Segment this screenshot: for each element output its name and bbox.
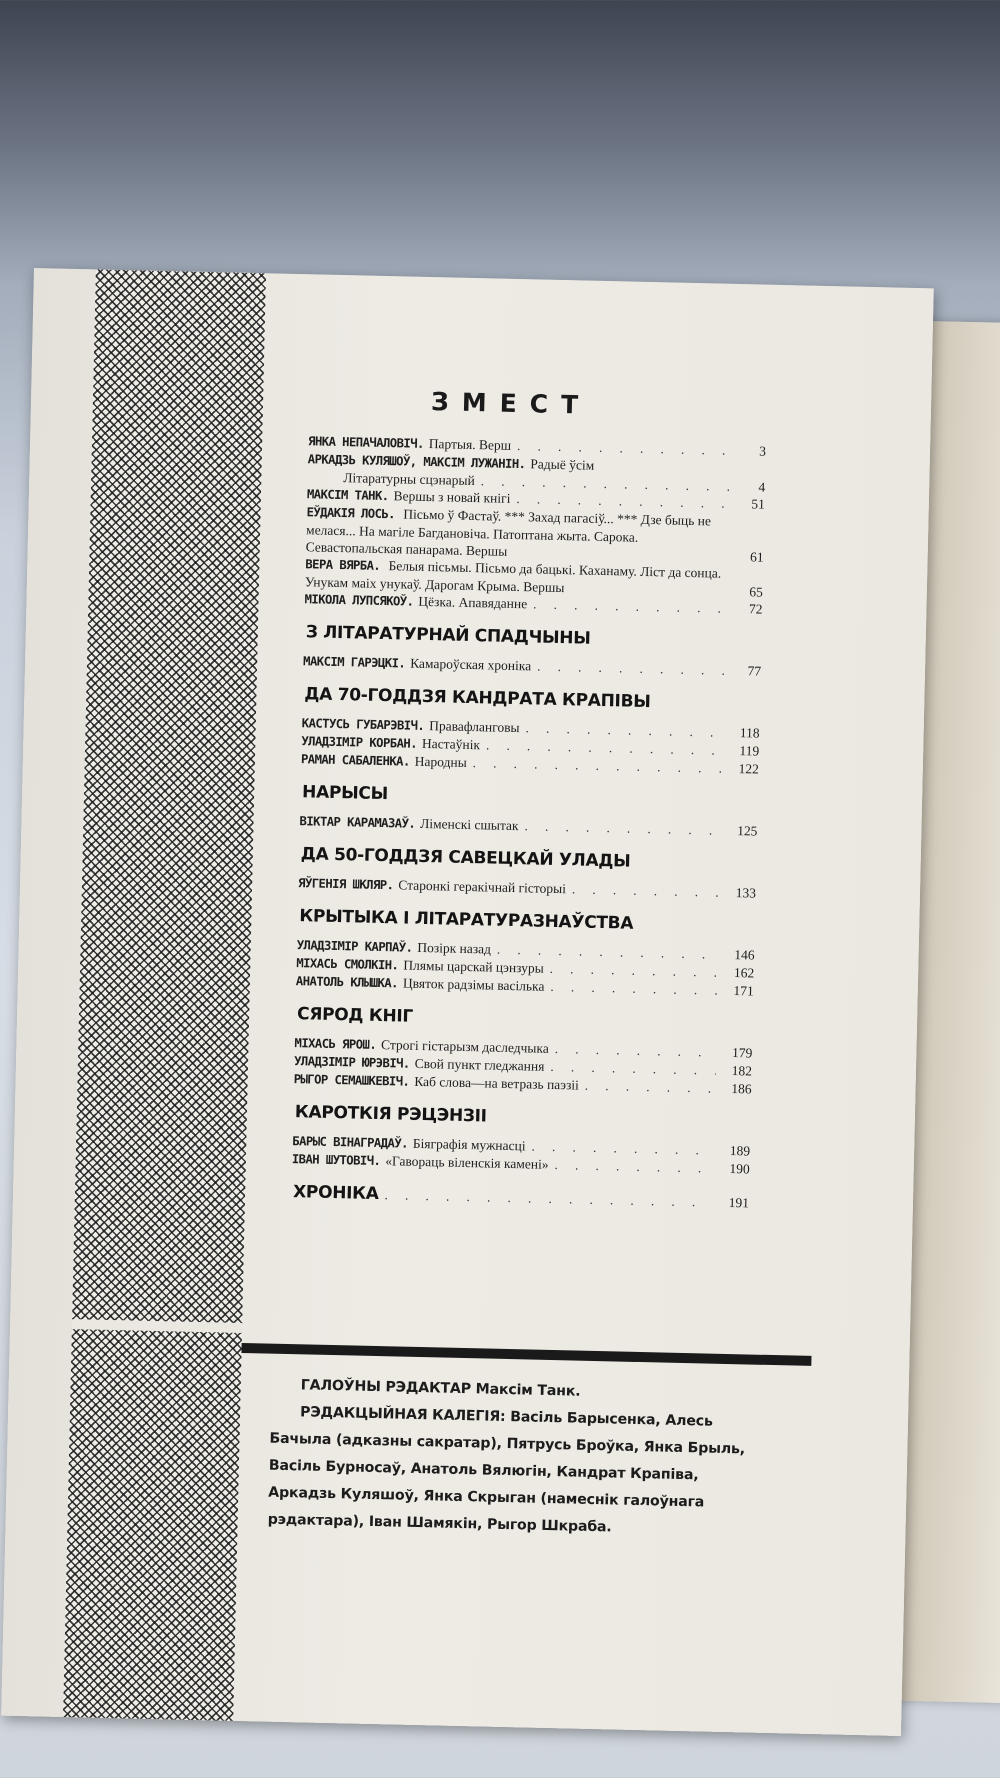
toc-entry-chronicle xyxy=(291,1182,749,1212)
entry-page: 118 xyxy=(739,725,760,741)
entry-author: РЫГОР СЕМАШКЕВІЧ. xyxy=(293,1072,410,1089)
section-heading: КАРОТКІЯ РЭЦЭНЗІІ xyxy=(294,1102,487,1127)
entry-page: 162 xyxy=(733,965,755,981)
entry-author: УЛАДЗІМІР ЮРЭВІЧ. xyxy=(293,1054,410,1071)
entry-author: МІХАСЬ ЯРОШ. xyxy=(294,1036,377,1052)
entry-author: ЯЎГЕНІЯ ШКЛЯР. xyxy=(297,876,394,893)
entry-author: МАКСІМ ГАРЭЦКІ. xyxy=(302,654,406,671)
section-heading: КРЫТЫКА І ЛІТАРАТУРАЗНАЎСТВА xyxy=(299,906,634,934)
entry-page: 125 xyxy=(736,823,758,839)
entry-author: ЕЎДАКІЯ ЛОСЬ. xyxy=(306,505,396,522)
board-label: РЭДАКЦЫЙНАЯ КАЛЕГІЯ: xyxy=(299,1404,506,1425)
entry-page: 190 xyxy=(729,1161,750,1177)
entry-author: ВІКТАР КАРАМАЗАЎ. xyxy=(299,814,416,831)
entry-page: 119 xyxy=(739,743,760,759)
entry-page: 77 xyxy=(747,663,762,679)
entry-author: ВЕРА ВЯРБА. xyxy=(305,557,381,573)
entry-title: Позірк назад xyxy=(417,939,492,957)
entry-page: 171 xyxy=(733,983,754,999)
entry-page: 189 xyxy=(729,1143,751,1159)
entry-title: Вершы з новай кнігі xyxy=(393,488,511,506)
entry-page: 133 xyxy=(735,885,757,901)
dot-leader xyxy=(524,817,721,838)
entry-page: 122 xyxy=(738,761,759,777)
entry-page: 72 xyxy=(748,601,763,617)
entry-title: Белыя пісьмы. Пісьмо да бацькі. Каханаму. Ліст да сонца. Унукам маіх унукаў. Дарогам Крыма. Вершы xyxy=(304,558,722,596)
entry-title: Пісьмо ў Фастаў. *** Захад пагасіў... *** Дзе быць не мелася... На магіле Багдановіча. Патоптана жыта. Сарока. Севастопальская панарама. Вершы xyxy=(305,506,712,559)
entry-page: 51 xyxy=(751,496,766,512)
entry-title: Біяграфія мужнасці xyxy=(412,1135,526,1154)
entry-author: УЛАДЗІМІР КОРБАН. xyxy=(301,734,418,751)
dot-leader xyxy=(533,595,727,616)
entry-author: МІКОЛА ЛУПСЯКОЎ. xyxy=(304,592,414,609)
chief-editor-name: Максім Танк. xyxy=(475,1381,581,1400)
entry-page: 61 xyxy=(749,549,764,565)
entry-title: Цвяток радзімы васілька xyxy=(402,975,545,994)
board-line xyxy=(267,1399,770,1545)
entry-title: Каб слова—на ветразь паэзіі xyxy=(414,1073,580,1093)
toc-entry xyxy=(299,812,757,840)
table-of-contents xyxy=(291,432,766,1212)
entry-title: Свой пункт гледжання xyxy=(414,1055,545,1074)
entry-title: Плямы царскай цэнзуры xyxy=(403,957,544,976)
entry-author: МАКСІМ ТАНК. xyxy=(306,487,389,504)
board-members: Васіль Барысенка, Алесь Бачыла (адказны сакратар), Пятрусь Броўка, Янка Брыль, Васіль Бурносаў, Анатоль Вялюгін, Кандрат Крапіва, Аркадзь Куляшоў, Янка Скрыган (намеснік галоўнага рэдактара), Іван Шамякін, Рыгор Шкраба. xyxy=(267,1409,746,1536)
dot-leader xyxy=(554,1156,714,1177)
section-heading: СЯРОД КНІГ xyxy=(296,1004,414,1027)
entry-author: КАСТУСЬ ГУБАРЭВІЧ. xyxy=(301,716,425,733)
entry-title: Радыё ўсім xyxy=(530,456,595,473)
entry-title: Партыя. Верш xyxy=(428,436,512,453)
entry-author: БАРЫС ВІНАГРАДАЎ. xyxy=(292,1134,409,1151)
page-title: ЗМЕСТ xyxy=(430,387,592,420)
entry-title: Настаўнік xyxy=(421,735,481,753)
entry-page: 182 xyxy=(731,1063,753,1079)
magazine-page xyxy=(1,268,934,1736)
dot-leader xyxy=(585,1077,716,1097)
entry-title: Старонкі геракічнай гісторыі xyxy=(398,877,567,897)
dot-leader xyxy=(384,1187,713,1210)
entry-title: «Гавораць віленскія камені» xyxy=(385,1153,549,1172)
entry-author: АНАТОЛЬ КЛЫШКА. xyxy=(295,974,399,991)
crosshatch-border xyxy=(63,269,266,1722)
divider-bar xyxy=(241,1343,811,1366)
editorial-board xyxy=(267,1372,771,1545)
chief-editor-label: ГАЛОЎНЫ РЭДАКТАР xyxy=(300,1377,472,1398)
entry-page: 65 xyxy=(749,584,764,600)
entry-author: АРКАДЗЬ КУЛЯШОЎ, МАКСІМ ЛУЖАНІН. xyxy=(307,452,526,472)
entry-author: ЯНКА НЕПАЧАЛОВІЧ. xyxy=(307,434,424,451)
dot-leader xyxy=(572,880,720,900)
entry-title: Ліменскі сшытак xyxy=(420,815,519,834)
section-heading: ДА 70-ГОДДЗЯ КАНДРАТА КРАПІВЫ xyxy=(304,684,651,713)
entry-page: 146 xyxy=(734,947,755,963)
entry-title: Камароўская хроніка xyxy=(410,655,532,674)
entry-page: 179 xyxy=(731,1045,753,1061)
entry-title: Строгі гістарызм даследчыка xyxy=(380,1037,549,1056)
entry-title: Цёзка. Апавяданне xyxy=(418,593,528,612)
entry-title: Народны xyxy=(414,753,467,770)
entry-author: ІВАН ШУТОВІЧ. xyxy=(291,1152,381,1169)
entry-page: 3 xyxy=(759,443,767,459)
section-heading: НАРЫСЫ xyxy=(301,782,389,805)
entry-author: УЛАДЗІМІР КАРПАЎ. xyxy=(296,938,413,955)
entry-page: 191 xyxy=(728,1195,750,1211)
entry-author: МІХАСЬ СМОЛКІН. xyxy=(296,956,399,973)
entry-page: 186 xyxy=(731,1081,752,1097)
toc-entry xyxy=(298,874,756,902)
section-heading: ХРОНІКА xyxy=(292,1182,379,1205)
entry-page: 4 xyxy=(758,479,766,495)
dot-leader xyxy=(550,978,718,999)
toc-entry xyxy=(303,652,761,680)
dot-leader xyxy=(537,658,725,679)
entry-title-continued: Літаратурны сцэнарый xyxy=(343,470,475,489)
section-heading: З ЛІТАРАТУРНАЙ СПАДЧЫНЫ xyxy=(305,622,591,649)
section-heading: ДА 50-ГОДДЗЯ САВЕЦКАЙ УЛАДЫ xyxy=(300,844,631,872)
entry-author: РАМАН САБАЛЕНКА. xyxy=(300,752,410,769)
entry-title: Правафланговы xyxy=(429,718,520,736)
